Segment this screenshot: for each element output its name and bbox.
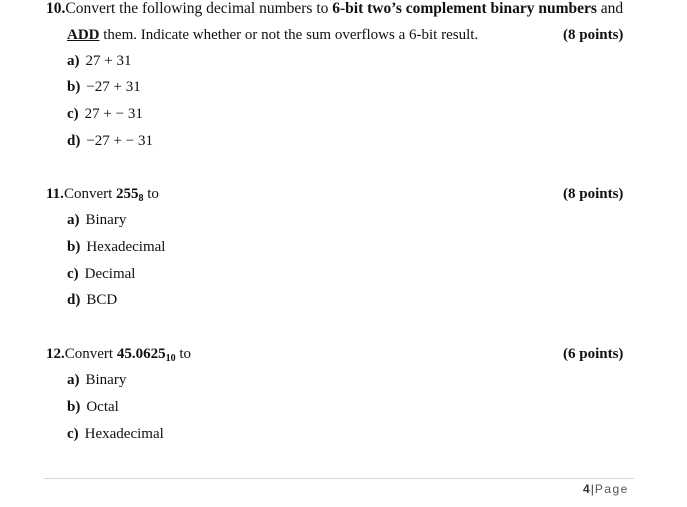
- question-12-item-b: [67, 399, 119, 416]
- question-11-number: 11.: [46, 186, 64, 202]
- item-letter: b): [67, 79, 81, 95]
- item-text: Decimal: [84, 266, 136, 282]
- item-text: −27 + 31: [86, 79, 141, 95]
- page-label: Page: [594, 482, 629, 496]
- question-11: [46, 186, 159, 204]
- question-11-item-c: [67, 266, 135, 283]
- question-12-prefix: Convert: [64, 346, 117, 362]
- item-letter: d): [67, 292, 81, 308]
- item-text: Binary: [85, 372, 127, 388]
- question-10-line-2-text: them. Indicate whether or not the sum overflows a 6-bit result.: [99, 27, 479, 43]
- question-11-item-a: [67, 212, 126, 229]
- question-11-suffix: to: [143, 186, 159, 202]
- question-11-value: 255: [116, 186, 139, 202]
- item-text: −27 + − 31: [86, 133, 153, 149]
- question-10-points: (8 points): [563, 27, 624, 43]
- item-text: BCD: [86, 292, 118, 308]
- question-12-value: 45.0625: [116, 346, 166, 362]
- item-letter: c): [67, 426, 79, 442]
- question-10-line-2: [67, 27, 478, 44]
- item-text: Binary: [85, 212, 127, 228]
- question-12: [46, 346, 191, 364]
- question-10-text-a: Convert the following decimal numbers to: [65, 0, 333, 17]
- item-text: Hexadecimal: [84, 426, 164, 442]
- page-number: 4: [583, 482, 590, 496]
- question-10-text-bold: 6-bit two’s complement binary numbers: [332, 0, 597, 17]
- item-text: Hexadecimal: [86, 239, 166, 255]
- item-letter: a): [67, 372, 80, 388]
- question-12-item-c: [67, 426, 164, 443]
- question-11-base: 8: [138, 193, 144, 204]
- question-10-item-b: [67, 79, 141, 96]
- question-10-text-b: and: [596, 0, 624, 17]
- question-11-item-d: [67, 292, 117, 309]
- question-12-base: 10: [165, 353, 176, 364]
- footer-divider: [44, 478, 634, 479]
- question-10-item-a: [67, 53, 131, 70]
- question-11-prefix: Convert: [63, 186, 117, 202]
- question-10: [46, 0, 623, 18]
- question-10-add-word: ADD: [67, 27, 100, 43]
- item-letter: a): [67, 212, 80, 228]
- page-separator: |: [590, 482, 594, 496]
- question-10-item-d: [67, 133, 153, 150]
- question-12-item-a: [67, 372, 126, 389]
- item-text: Octal: [86, 399, 119, 415]
- item-letter: b): [67, 239, 81, 255]
- item-letter: c): [67, 106, 79, 122]
- item-letter: b): [67, 399, 81, 415]
- page-footer: [583, 482, 629, 496]
- item-letter: c): [67, 266, 79, 282]
- question-11-points: (8 points): [563, 186, 624, 202]
- item-letter: d): [67, 133, 81, 149]
- question-12-number: 12.: [46, 346, 65, 362]
- item-letter: a): [67, 53, 80, 69]
- question-12-suffix: to: [175, 346, 191, 362]
- question-11-item-b: [67, 239, 165, 256]
- question-10-number: 10.: [46, 0, 66, 17]
- question-10-item-c: [67, 106, 143, 123]
- item-text: 27 + − 31: [84, 106, 143, 122]
- item-text: 27 + 31: [85, 53, 132, 69]
- question-12-points: (6 points): [563, 346, 624, 362]
